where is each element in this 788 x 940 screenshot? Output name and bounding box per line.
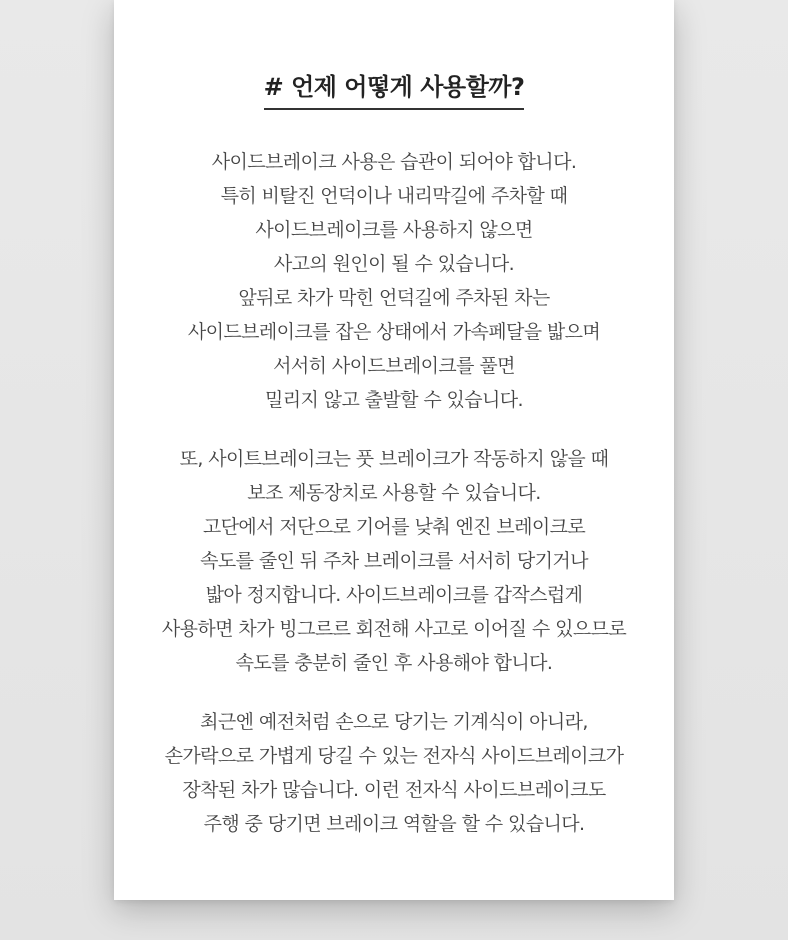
paragraph-line: 최근엔 예전처럼 손으로 당기는 기계식이 아니라,	[200, 711, 588, 733]
paragraph-line: 사이드브레이크 사용은 습관이 되어야 합니다.	[211, 151, 577, 173]
paragraph-line: 속도를 줄인 뒤 주차 브레이크를 서서히 당기거나	[200, 550, 588, 572]
paragraph-line: 속도를 충분히 줄인 후 사용해야 합니다.	[235, 652, 553, 674]
paragraph-line: 손가락으로 가볍게 당길 수 있는 전자식 사이드브레이크가	[164, 745, 624, 767]
article-body	[114, 145, 674, 866]
paragraph-2	[114, 442, 674, 680]
paragraph-line: 사용하면 차가 빙그르르 회전해 사고로 이어질 수 있으므로	[161, 618, 627, 640]
paragraph-line: 장착된 차가 많습니다. 이런 전자식 사이드브레이크도	[182, 779, 606, 801]
paragraph-line: 사이드브레이크를 잡은 상태에서 가속페달을 밟으며	[187, 321, 601, 343]
article-card	[114, 0, 674, 900]
title-block	[114, 72, 674, 110]
paragraph-line: 밀리지 않고 출발할 수 있습니다.	[264, 389, 523, 411]
paragraph-3	[114, 705, 674, 841]
paragraph-line: 사이드브레이크를 사용하지 않으면	[255, 219, 533, 241]
article-title: # 언제 어떻게 사용할까?	[264, 72, 525, 110]
paragraph-line: 사고의 원인이 될 수 있습니다.	[273, 253, 515, 275]
paragraph-line: 또, 사이트브레이크는 풋 브레이크가 작동하지 않을 때	[179, 448, 609, 470]
paragraph-line: 보조 제동장치로 사용할 수 있습니다.	[247, 482, 541, 504]
paragraph-line: 앞뒤로 차가 막힌 언덕길에 주차된 차는	[238, 287, 550, 309]
paragraph-line: 서서히 사이드브레이크를 풀면	[273, 355, 515, 377]
paragraph-line: 밟아 정지합니다. 사이드브레이크를 갑작스럽게	[205, 584, 583, 606]
paragraph-line: 주행 중 당기면 브레이크 역할을 할 수 있습니다.	[203, 813, 585, 835]
paragraph-line: 고단에서 저단으로 기어를 낮춰 엔진 브레이크로	[202, 516, 586, 538]
paragraph-1	[114, 145, 674, 417]
paragraph-line: 특히 비탈진 언덕이나 내리막길에 주차할 때	[220, 185, 568, 207]
